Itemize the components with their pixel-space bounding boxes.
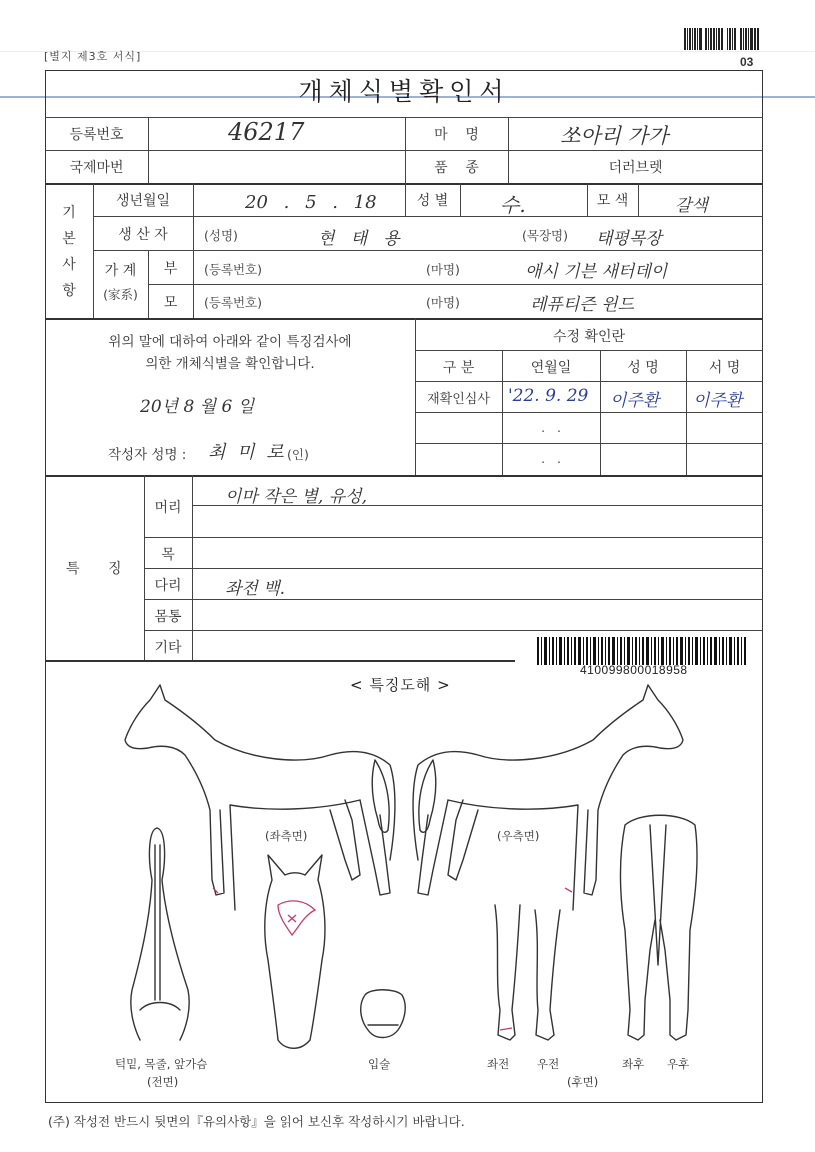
- sire-name-value: 애시 기븐 새터데이: [525, 262, 668, 282]
- registration-number-value: 46217: [228, 118, 305, 146]
- confirmation-statement-line2: 의한 개체식별을 확인합니다.: [145, 356, 315, 372]
- horse-name-value: 쏘아리 가가: [560, 124, 669, 148]
- dam-name-value: 레퓨티즌 윈드: [530, 295, 634, 315]
- seal-label: (인): [287, 447, 309, 462]
- horse-right-side-icon: [413, 685, 683, 910]
- left-fore-caption: 좌전: [487, 1057, 510, 1071]
- features-section-label: 특: [66, 561, 80, 577]
- birth-date-value: 20 . 5 . 18: [245, 192, 377, 213]
- sex-label: 성 별: [416, 193, 449, 209]
- revision-row-signature: 이주환: [693, 391, 743, 411]
- dam-label: 모: [163, 295, 178, 311]
- dam-name-label: (마명): [426, 295, 460, 310]
- front-view-caption: (전면): [147, 1075, 179, 1089]
- horse-lips-icon: [361, 990, 405, 1038]
- rear-caption: (후면): [567, 1075, 599, 1089]
- confirmation-statement-line1: 위의 말에 대하여 아래와 같이 특징검사에: [108, 334, 352, 350]
- feature-value-head: 이마 작은 별, 유성,: [225, 487, 367, 507]
- horse-front-legs-icon: [495, 905, 560, 1040]
- breed-label: 품 종: [434, 160, 479, 176]
- revision-col-name: 성 명: [627, 360, 659, 376]
- revision-col-date: 연월일: [530, 360, 572, 376]
- breed-value: 더러브렛: [608, 160, 663, 176]
- revision-title: 수정 확인란: [552, 329, 626, 345]
- features-section-label: 징: [108, 561, 122, 577]
- horse-left-side-icon: [125, 685, 395, 910]
- revision-row-name: 이주환: [610, 391, 660, 411]
- author-signature: 최 미 로: [208, 442, 284, 463]
- barcode-number: 410099800018958: [580, 663, 688, 677]
- revision-row-date: . .: [541, 451, 561, 466]
- horse-rear-view-icon: [620, 815, 697, 1040]
- lips-caption: 입술: [368, 1057, 391, 1071]
- revision-row-type: 재확인심사: [427, 392, 490, 407]
- dam-reg-no-label: (등록번호): [204, 295, 263, 310]
- diagram-title: < 특징도해 >: [350, 676, 451, 694]
- coat-color-label: 모 색: [596, 193, 629, 209]
- international-number-label: 국제마번: [69, 160, 124, 176]
- birth-date-label: 생년월일: [115, 193, 171, 209]
- feature-label-other: 기타: [154, 640, 182, 656]
- revision-col-type: 구 분: [442, 360, 475, 376]
- left-side-caption: (좌측면): [265, 829, 308, 843]
- author-label: 작성자 성명 :: [108, 447, 187, 463]
- basic-info-section-label: 기 본 사 항: [62, 205, 76, 299]
- page-title: 개체식별확인서: [298, 77, 510, 106]
- page-number: 03: [740, 55, 754, 69]
- horse-name-label: 마 명: [434, 127, 479, 143]
- pedigree-label: 가 계: [104, 263, 137, 279]
- sex-value: 수.: [500, 193, 526, 217]
- revision-row-date: '22. 9. 29: [508, 386, 589, 406]
- sire-name-label: (마명): [426, 262, 460, 277]
- right-side-caption: (우측면): [497, 829, 540, 843]
- revision-row-date: . .: [541, 420, 561, 435]
- sire-label: 부: [163, 261, 178, 277]
- breeder-name-value: 현 태 용: [318, 229, 400, 249]
- revision-col-signature: 서 명: [708, 360, 741, 376]
- registration-number-label: 등록번호: [69, 127, 124, 143]
- breeder-label: 생 산 자: [118, 227, 168, 243]
- horse-head-front-icon: [265, 855, 325, 1048]
- farm-name-value: 태평목장: [596, 229, 662, 249]
- left-hind-caption: 좌후: [622, 1057, 645, 1071]
- breeder-name-label: (성명): [204, 228, 238, 243]
- farm-name-label: (목장명): [522, 228, 568, 243]
- sire-reg-no-label: (등록번호): [204, 262, 263, 277]
- feature-label-body: 몸통: [154, 609, 182, 625]
- right-fore-caption: 우전: [537, 1057, 560, 1071]
- coat-color-value: 갈색: [675, 196, 708, 216]
- feature-label-legs: 다리: [154, 578, 182, 594]
- feature-label-neck: 목: [161, 547, 175, 563]
- feature-value-legs: 좌전 백.: [225, 579, 286, 599]
- feature-label-head: 머리: [154, 500, 182, 516]
- horse-front-chest-icon: [131, 828, 189, 1040]
- footer-note: (주) 작성전 반드시 뒷면의『유의사항』을 읽어 보신후 작성하시기 바랍니다.: [48, 1114, 465, 1129]
- right-hind-caption: 우후: [667, 1057, 690, 1071]
- pedigree-hanja: (家系): [103, 287, 138, 302]
- front-caption: 턱밑, 목줄, 앞가슴: [115, 1057, 208, 1071]
- confirmation-date: 20년 8 월 6 일: [140, 397, 255, 417]
- form-label: [별지 제3호 서식]: [44, 50, 142, 63]
